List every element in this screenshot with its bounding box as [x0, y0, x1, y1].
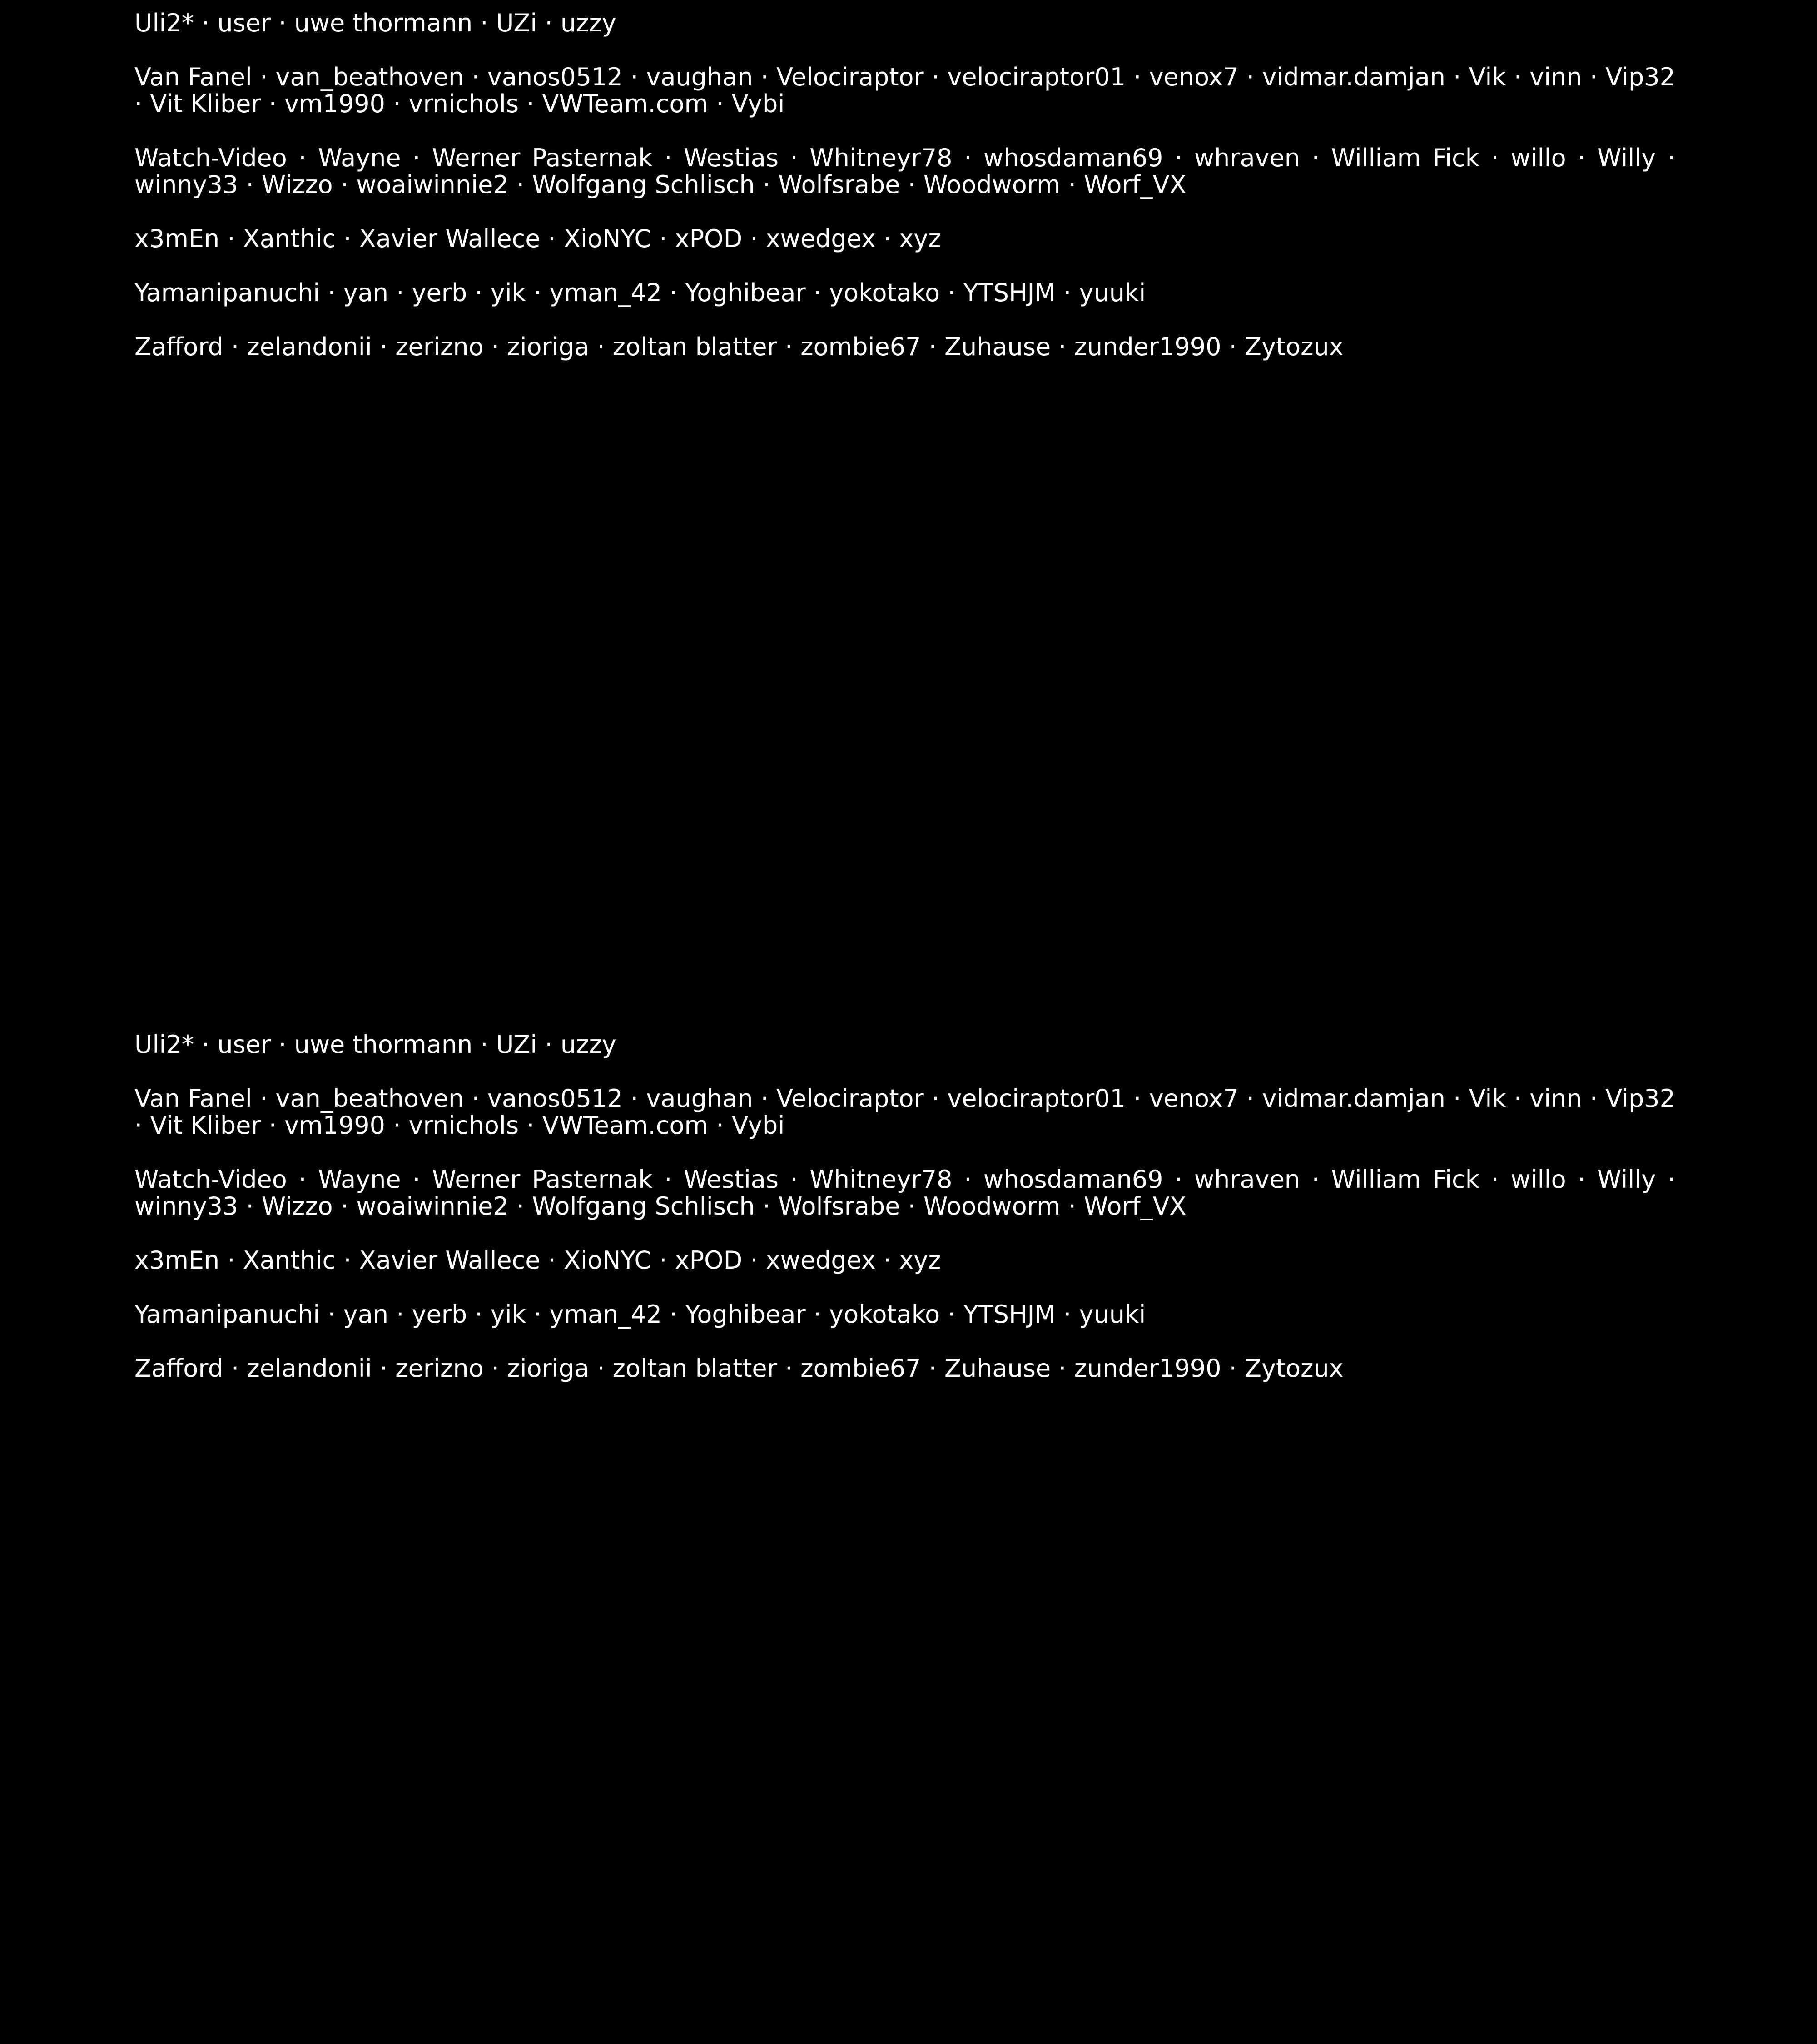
- credits-group-z: Zafford · zelandonii · zerizno · zioriga · zoltan blatter · zombie67 · Zuhause · zunder1990 · Zytozux: [134, 1354, 1344, 1383]
- credits-group-x: x3mEn · Xanthic · Xavier Wallece · XioNYC · xPOD · xwedgex · xyz: [134, 224, 941, 253]
- credits-group-w: Watch-Video · Wayne · Werner Pasternak · Westias · Whitneyr78 · whosdaman69 · whraven · William Fick · willo · Willy · winny33 · Wizzo · woaiwinnie2 · Wolfgang Schlisch · Wolfsrabe · Woodworm · Worf_VX: [134, 144, 1675, 199]
- credits-group-u: Uli2* · user · uwe thormann · UZi · uzzy: [134, 1030, 616, 1059]
- credits-group-u: Uli2* · user · uwe thormann · UZi · uzzy: [134, 9, 616, 37]
- credits-group-z: Zafford · zelandonii · zerizno · zioriga · zoltan blatter · zombie67 · Zuhause · zunder1990 · Zytozux: [134, 332, 1344, 361]
- credits-group-y: Yamanipanuchi · yan · yerb · yik · yman_42 · Yoghibear · yokotako · YTSHJM · yuuki: [134, 1300, 1146, 1329]
- credits-group-x: x3mEn · Xanthic · Xavier Wallece · XioNYC · xPOD · xwedgex · xyz: [134, 1246, 941, 1275]
- credits-group-y: Yamanipanuchi · yan · yerb · yik · yman_42 · Yoghibear · yokotako · YTSHJM · yuuki: [134, 278, 1146, 307]
- credits-group-v: Van Fanel · van_beathoven · vanos0512 · vaughan · Velociraptor · velociraptor01 · venox7 · vidmar.damjan · Vik · vinn · Vip32 · Vit Kliber · vm1990 · vrnichols · VWTeam.com · Vybi: [134, 63, 1675, 118]
- credits-group-w: Watch-Video · Wayne · Werner Pasternak · Westias · Whitneyr78 · whosdaman69 · whraven · William Fick · willo · Willy · winny33 · Wizzo · woaiwinnie2 · Wolfgang Schlisch · Wolfsrabe · Woodworm · Worf_VX: [134, 1165, 1675, 1220]
- credits-list-top: [134, 10, 1675, 360]
- credits-group-v: Van Fanel · van_beathoven · vanos0512 · vaughan · Velociraptor · velociraptor01 · venox7 · vidmar.damjan · Vik · vinn · Vip32 · Vit Kliber · vm1990 · vrnichols · VWTeam.com · Vybi: [134, 1084, 1675, 1140]
- credits-list-bottom: [134, 1031, 1675, 1382]
